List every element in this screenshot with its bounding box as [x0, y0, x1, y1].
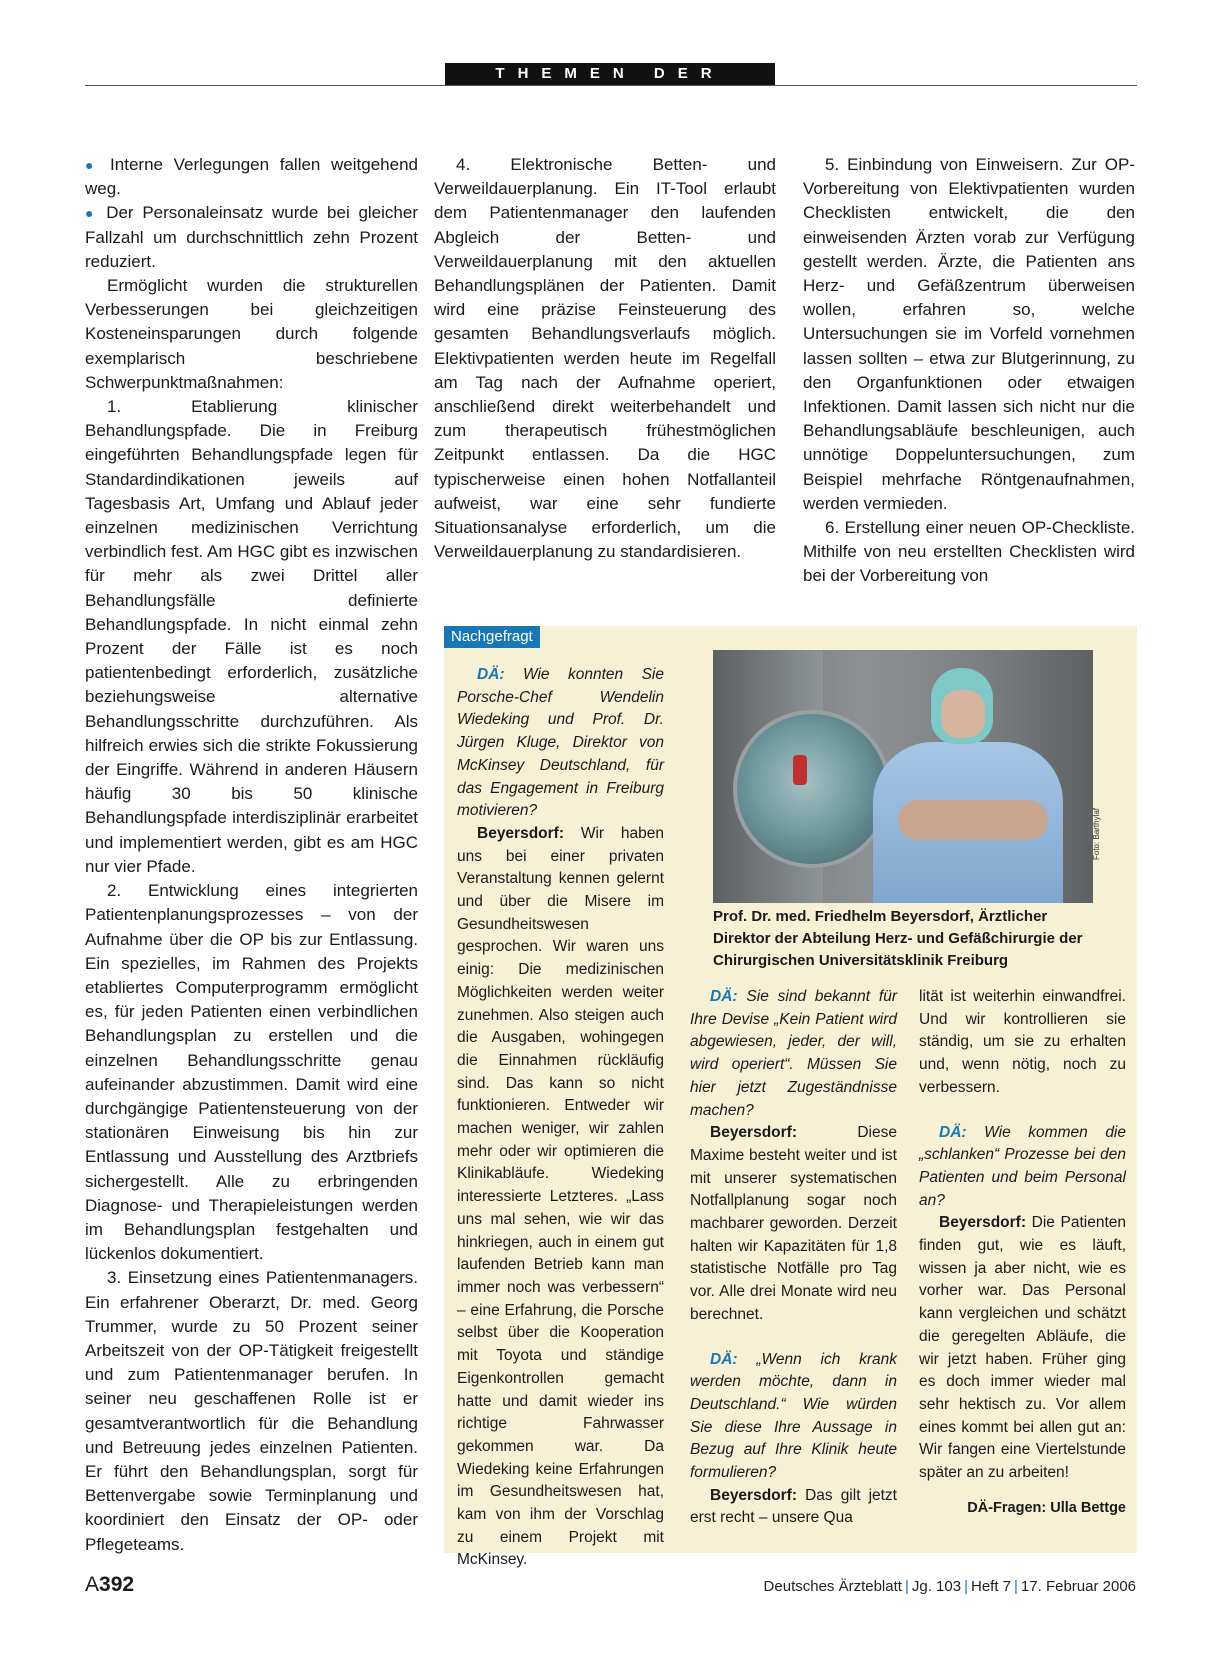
paragraph: 2. Entwicklung eines integrierten Patientenplanungsprozesses – von der Aufnahme über die OP bis zur Entlassung. Ein spezielles, im Rahmen des Projekts etabliertes Computerprogramm ermöglicht es, für jeden Patienten einen verbindlichen Behandlungsplan zu erstellen und die einzelnen Behandlungsschritte genau aufeinander abzustimmen. Damit wird eine durchgängige Patientensteuerung von der stationären Einweisung bis hin zur Entlassung und Ausstellung des Arztbriefs sichergestellt. Alle zu erbringenden Diagnose- und Therapieleistungen werden im Behandlungsplan festgehalten und lückenlos dokumentiert. [85, 881, 418, 1264]
bullet-text: Der Personaleinsatz wurde bei gleicher Fallzahl um durchschnittlich zehn Prozent reduziert. [85, 203, 418, 271]
question [919, 1122, 1126, 1213]
answer-text: Diese Maxime besteht weiter und ist mit unserer systematischen Notfallplanung sogar noch machbarer geworden. Derzeit halten wir Kapazitäten für 1,8 statistische Notfälle pro Tag vor. Alle drei Monate wird neu berechnet. [690, 1124, 897, 1323]
interview-signature: DÄ-Fragen: Ulla Bettge [967, 1500, 1126, 1516]
answer [690, 1122, 897, 1326]
photo-caption: Prof. Dr. med. Friedhelm Beyersdorf, Ärztlicher Direktor der Abteilung Herz- und Gefäßchirurgie der Chirurgischen Universitätsklinik Freiburg [713, 908, 1083, 969]
photo-surgeon-face [941, 690, 985, 738]
journal-footer [764, 1578, 1136, 1595]
question [690, 986, 897, 1122]
answer-text: Wir haben uns bei einer privaten Veranstaltung kennen gelernt und über die Misere im Gesundheitswesen gesprochen. Wir waren uns einig: Die medizinischen Möglichkeiten werden weiter zunehmen. Also steigen auch die Ausgaben, wohingegen die Einnahmen rückläufig sind. Das kann so nicht funktionieren. Entweder wir machen weniger, wir zahlen mehr oder wir optimieren die Klinikabläufe. Wiedeking interessierte Letzteres. „Lass uns mal sehen, wie wir das hinkriegen, auch in einem gut laufenden Betrieb kann man immer noch was verbessern“ – eine Erfahrung, die Porsche selbst über die Kooperation mit Toyota und ständige Eigenkontrollen gemacht hatte und damit wieder ins richtige Fahrwasser gekommen war. Da Wiedeking keine Erfahrungen im Gesundheitswesen hat, kam von ihm der Vorschlag zu einem Projekt mit McKinsey. [457, 824, 664, 1569]
answer-label: Beyersdorf: [939, 1214, 1026, 1232]
question [457, 664, 664, 823]
separator: | [904, 1578, 909, 1595]
answer [457, 823, 664, 1572]
bullet-item [85, 153, 418, 201]
journal-issue: Heft 7 [970, 1578, 1012, 1595]
interview-column-3 [919, 986, 1126, 1485]
answer [919, 1212, 1126, 1484]
paragraph: 4. Elektronische Betten- und Verweildauerplanung. Ein IT-Tool erlaubt dem Patientenmanager den laufenden Abgleich der Betten- und Verweildauerplanung mit den aktuellen Behandlungsplänen der Patienten. Damit wird eine präzise Feinsteuerung des gesamten Behandlungsverlaufs möglich. Elektivpatienten werden heute im Regelfall am Tag nach der Aufnahme operiert, anschließend direkt weiterbehandelt und zum therapeutisch frühestmöglichen Zeitpunkt entlassen. Da die HGC typischerweise einen hohen Notfallanteil aufweist, war eine sehr fundierte Situationsanalyse erforderlich, um die Verweildauerplanung zu standardisieren. [434, 155, 776, 562]
question-label: DÄ: [477, 666, 505, 683]
bullet-text: Interne Verlegungen fallen weitgehend weg. [85, 155, 418, 199]
separator: | [1014, 1578, 1018, 1595]
answer-text: Die Patienten finden gut, wie es läuft, wissen ja aber nicht, wie es vorher war. Das Personal kann vergleichen und schätzt die geregelten Abläufe, die wir jetzt haben. Früher ging es doch immer wieder mal sehr hektisch zu. Vor allem eines kommt bei allen gut an: Wir fangen eine Viertelstunde später an zu arbeiten! [919, 1214, 1126, 1482]
article-column-3 [803, 153, 1135, 589]
photo-surgeon-arms [898, 800, 1048, 840]
photo-credit: Foto: Barthylaf [1092, 807, 1101, 860]
question-label: DÄ: [710, 1350, 738, 1368]
paragraph: 3. Einsetzung eines Patientenmanagers. Ein erfahrener Oberarzt, Dr. med. Georg Trummer, wurde zu 50 Prozent seiner Arbeitszeit von der OP-Tätigkeit freigestellt und zum Patientenmanager berufen. In seiner neu geschaffenen Rolle ist er gesamtverantwortlich für die Behandlung und Betreuung jedes einzelnen Patienten. Er führt den Behandlungsplan, sorgt für Bettenvergabe sowie Terminplanung und koordiniert den Einsatz der OP- oder Pflegeteams. [85, 1268, 418, 1554]
article-column-2 [434, 153, 776, 564]
bullet-icon: ● [85, 157, 100, 173]
article-column-1 [85, 153, 418, 1557]
page-prefix: A [85, 1573, 100, 1596]
photo-porthole [733, 710, 891, 868]
question-text: „Wenn ich krank werden möchte, dann in Deutschland.“ Wie würden Sie diese Ihre Aussage in Bezug auf Ihre Klinik heute formulieren? [690, 1350, 897, 1482]
portrait-photo [713, 650, 1093, 903]
question-text: Wie konnten Sie Porsche-Chef Wendelin Wiedeking und Prof. Dr. Jürgen Kluge, Direktor von McKinsey Deutschland, für das Engagement in Freiburg motivieren? [457, 666, 664, 820]
paragraph: 6. Erstellung einer neuen OP-Checkliste. Mithilfe von neu erstellten Checklisten wird bei der Vorbereitung von [803, 518, 1135, 586]
question-label: DÄ: [710, 988, 738, 1005]
answer-text: Das gilt jetzt erst recht – unsere Qua [690, 1486, 897, 1527]
page-number [85, 1573, 134, 1597]
answer-continued: lität ist weiterhin einwandfrei. Und wir kontrollieren sie ständig, um sie zu erhalten und, wenn nötig, noch zu verbessern. [919, 988, 1126, 1096]
answer-label: Beyersdorf: [710, 1124, 797, 1142]
interview-column-2 [690, 986, 897, 1530]
question-text: Sie sind bekannt für Ihre Devise „Kein Patient wird abgewiesen, jeder, der will, wird operiert“. Müssen Sie hier jetzt Zugeständnisse machen? [690, 988, 897, 1119]
answer-label: Beyersdorf: [710, 1486, 797, 1504]
bullet-icon: ● [85, 205, 98, 222]
interview-tag: Nachgefragt [444, 626, 540, 648]
section-header: THEMEN DER ZEIT [445, 63, 775, 85]
question-text: Wie kommen die „schlanken“ Prozesse bei den Patienten und beim Personal an? [919, 1123, 1126, 1209]
photo-detail [793, 755, 807, 785]
paragraph: 5. Einbindung von Einweisern. Zur OP-Vorbereitung von Elektivpatienten wurden Checklisten entwickelt, die den einweisenden Ärzten vorab zur Verfügung gestellt werden. Ärzte, die Patienten ans Herz- und Gefäßzentrum überweisen wollen, erfahren so, welche Untersuchungen sie im Vorfeld vornehmen lassen sollten – etwa zur Blutgerinnung, zu den Organfunktionen oder etwaigen Infektionen. Damit lassen sich nicht nur die Behandlungsabläufe beschleunigen, auch unnötige Doppeluntersuchungen, zum Beispiel mehrfache Röntgenaufnahmen, werden vermieden. [803, 155, 1135, 513]
bullet-item [85, 201, 418, 274]
paragraph: 1. Etablierung klinischer Behandlungspfade. Die in Freiburg eingeführten Behandlungspfade legen für Standardindikationen jeweils auf Tagesbasis Art, Umfang und Ablauf jeder einzelnen medizinischen Verrichtung verbindlich fest. Am HGC gibt es inzwischen für mehr als zwei Drittel aller Behandlungsfälle definierte Behandlungspfade. In nicht einmal zehn Prozent der Fälle ist es noch patientenbedingt erforderlich, zusätzliche beziehungsweise alternative Behandlungsschritte durchzuführen. Als hilfreich erwies sich die strikte Fokussierung der Eingriffe. Während in anderen Häusern häufig 30 bis 50 klinische Behandlungspfade interdisziplinär erarbeitet und implementiert werden, gibt es am HGC nur vier Pfade. [85, 397, 418, 876]
paragraph: Ermöglicht wurden die strukturellen Verbesserungen bei gleichzeitigen Kosteneinsparungen durch folgende exemplarisch beschriebene Schwerpunktmaßnahmen: [85, 276, 418, 392]
question [690, 1349, 897, 1485]
page-number-value: 392 [99, 1573, 135, 1596]
interview-column-1 [457, 664, 664, 1572]
question-label: DÄ: [939, 1123, 967, 1141]
journal-volume: Jg. 103 [911, 1578, 962, 1595]
separator: | [964, 1578, 968, 1595]
journal-date: 17. Februar 2006 [1020, 1578, 1136, 1595]
answer-label: Beyersdorf: [477, 824, 564, 842]
journal-name: Deutsches Ärzteblatt [763, 1578, 902, 1595]
answer [690, 1485, 897, 1530]
header-rule [85, 85, 1137, 86]
